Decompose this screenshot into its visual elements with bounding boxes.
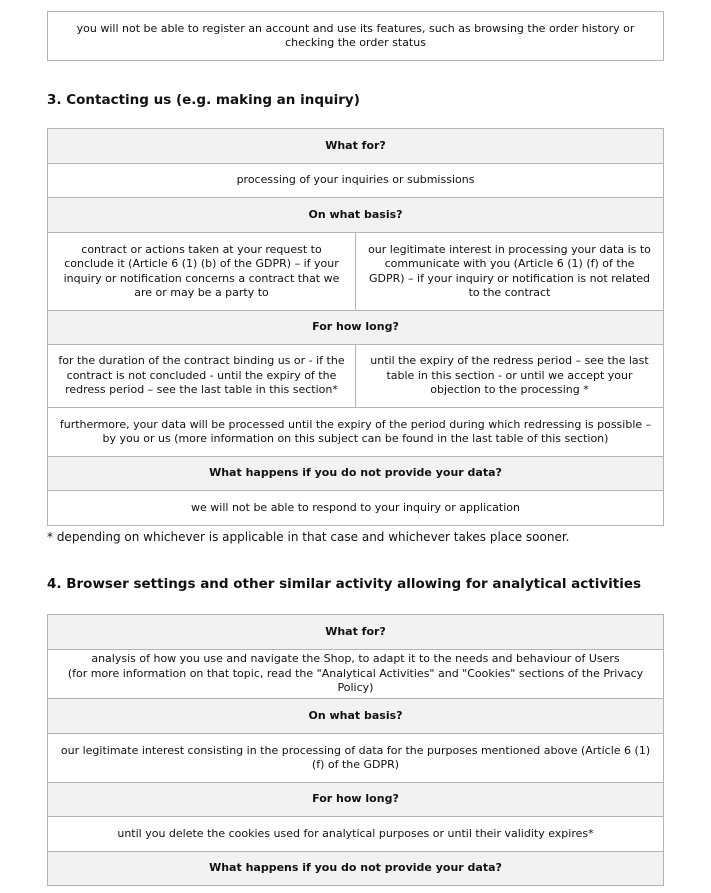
basis-cell: our legitimate interest consisting in the processing of data for the purposes mentioned above (Article 6 (1) (f) of the GDPR)	[48, 734, 664, 783]
what-for-header: What for?	[48, 129, 664, 164]
section-3-table	[47, 128, 664, 526]
what-for-cell	[48, 650, 664, 699]
how-long-contract-cell: for the duration of the contract binding us or - if the contract is not concluded - until the expiry of the redress period – see the last table in this section*	[48, 345, 356, 408]
section-3-heading: 3. Contacting us (e.g. making an inquiry)	[47, 92, 360, 108]
basis-legitimate-interest-cell: our legitimate interest in processing your data is to communicate with you (Article 6 (1) (f) of the GDPR) – if your inquiry or notification is not related to the contract	[356, 233, 664, 311]
section-4-heading: 4. Browser settings and other similar activity allowing for analytical activities	[47, 576, 642, 592]
basis-header: On what basis?	[48, 198, 664, 233]
basis-header: On what basis?	[48, 699, 664, 734]
no-data-consequence-cell: you will not be able to register an account and use its features, such as browsing the order history or checking the order status	[48, 12, 664, 61]
what-for-cell: processing of your inquiries or submissions	[48, 164, 664, 198]
how-long-header: For how long?	[48, 311, 664, 345]
no-data-cell: we will not be able to respond to your inquiry or application	[48, 491, 664, 526]
how-long-redress-cell: furthermore, your data will be processed until the expiry of the period during which redressing is possible – by you or us (more information on this subject can be found in the last table of this section)	[48, 408, 664, 457]
how-long-objection-cell: until the expiry of the redress period – see the last table in this section - or until we accept your objection to the processing *	[356, 345, 664, 408]
basis-contract-cell: contract or actions taken at your request to conclude it (Article 6 (1) (b) of the GDPR) – if your inquiry or notification concerns a contract that we are or may be a party to	[48, 233, 356, 311]
no-data-header: What happens if you do not provide your data?	[48, 852, 664, 886]
previous-section-table	[47, 11, 664, 61]
section-4-table	[47, 614, 664, 886]
what-for-header: What for?	[48, 615, 664, 650]
footnote: * depending on whichever is applicable in that case and whichever takes place sooner.	[47, 530, 570, 544]
how-long-header: For how long?	[48, 783, 664, 817]
no-data-header: What happens if you do not provide your data?	[48, 457, 664, 491]
how-long-cell: until you delete the cookies used for analytical purposes or until their validity expires*	[48, 817, 664, 852]
what-for-line-1: analysis of how you use and navigate the Shop, to adapt it to the needs and behaviour of Users	[91, 652, 620, 666]
what-for-line-2: (for more information on that topic, read the "Analytical Activities" and "Cookies" sections of the Privacy Policy)	[67, 666, 644, 695]
